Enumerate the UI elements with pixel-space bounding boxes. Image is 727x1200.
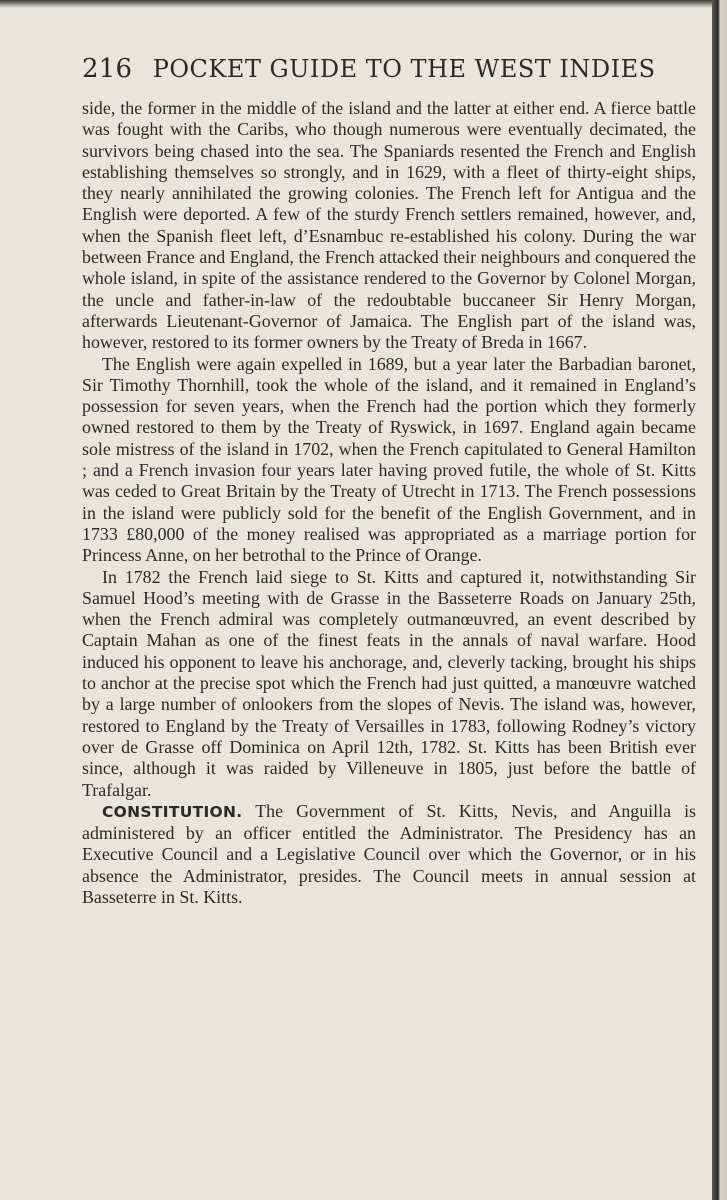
running-title: POCKET GUIDE TO THE WEST INDIES <box>152 55 656 83</box>
constitution-text: The Government of St. Kitts, Nevis, and Anguilla is administered by an officer entitled the Administrator. The Presidency has an Executive Council and a Legislative Council over which the Governor, or in his absence the Administrator, presides. The Council meets in annual session at Basseterre in St. Kitts. <box>82 800 696 907</box>
paragraph-1782: In 1782 the French laid siege to St. Kitts and captured it, notwithstanding Sir Samuel Hood’s meeting with de Grasse in the Basseterre Roads on January 25th, when the French admiral was completely outmanœuvred, an event described by Captain Mahan as one of the finest feats in the annals of naval warfare. Hood induced his opponent to leave his anchorage, and, cleverly tacking, brought his ships to anchor at the precise spot which the French had just quitted, a manœuvre watched by a large number of onlookers from the slopes of Nevis. The island was, however, restored to England by the Treaty of Versailles in 1783, following Rodney’s victory over de Grasse off Dominica on April 12th, 1782. St. Kitts has been British ever since, although it was raided by Villeneuve in 1805, just before the battle of Trafalgar. <box>82 566 696 800</box>
page-body <box>82 98 696 908</box>
page-edge <box>712 0 727 1200</box>
running-header <box>82 54 656 94</box>
top-shadow <box>0 0 712 8</box>
paragraph-constitution <box>82 801 696 908</box>
paragraph-continued: side, the former in the middle of the island and the latter at either end. A fierce battle was fought with the Caribs, who though numerous were eventually decimated, the survivors being chased into the sea. The Spaniards resented the French and English establishing themselves so strongly, and in 1629, with a fleet of thirty-eight ships, they nearly annihilated the growing colonies. The French left for Antigua and the English were deported. A few of the sturdy French settlers remained, however, and, when the Spanish fleet left, d’Esnambuc re-established his colony. During the war between France and England, the French attacked their neighbours and conquered the whole island, in spite of the assistance rendered to the Governor by Colonel Morgan, the uncle and father-in-law of the redoubtable buccaneer Sir Henry Morgan, afterwards Lieutenant-Governor of Jamaica. The English part of the island was, however, restored to its former owners by the Treaty of Breda in 1667. <box>82 98 696 353</box>
section-heading-constitution: CONSTITUTION. <box>102 802 243 821</box>
paragraph-1689: The English were again expelled in 1689, but a year later the Barbadian baronet, Sir Timothy Thornhill, took the whole of the island, and it remained in England’s possession for seven years, when the French had the portion which they formerly owned restored to them by the Treaty of Ryswick, in 1697. England again became sole mistress of the island in 1702, when the French capitulated to General Hamilton ; and a French invasion four years later having proved futile, the whole of St. Kitts was ceded to Great Britain by the Treaty of Utrecht in 1713. The French possessions in the island were publicly sold for the benefit of the English Government, and in 1733 £80,000 of the money realised was appropriated as a marriage portion for Princess Anne, on her betrothal to the Prince of Orange. <box>82 353 696 566</box>
page-number: 216 <box>82 54 133 84</box>
